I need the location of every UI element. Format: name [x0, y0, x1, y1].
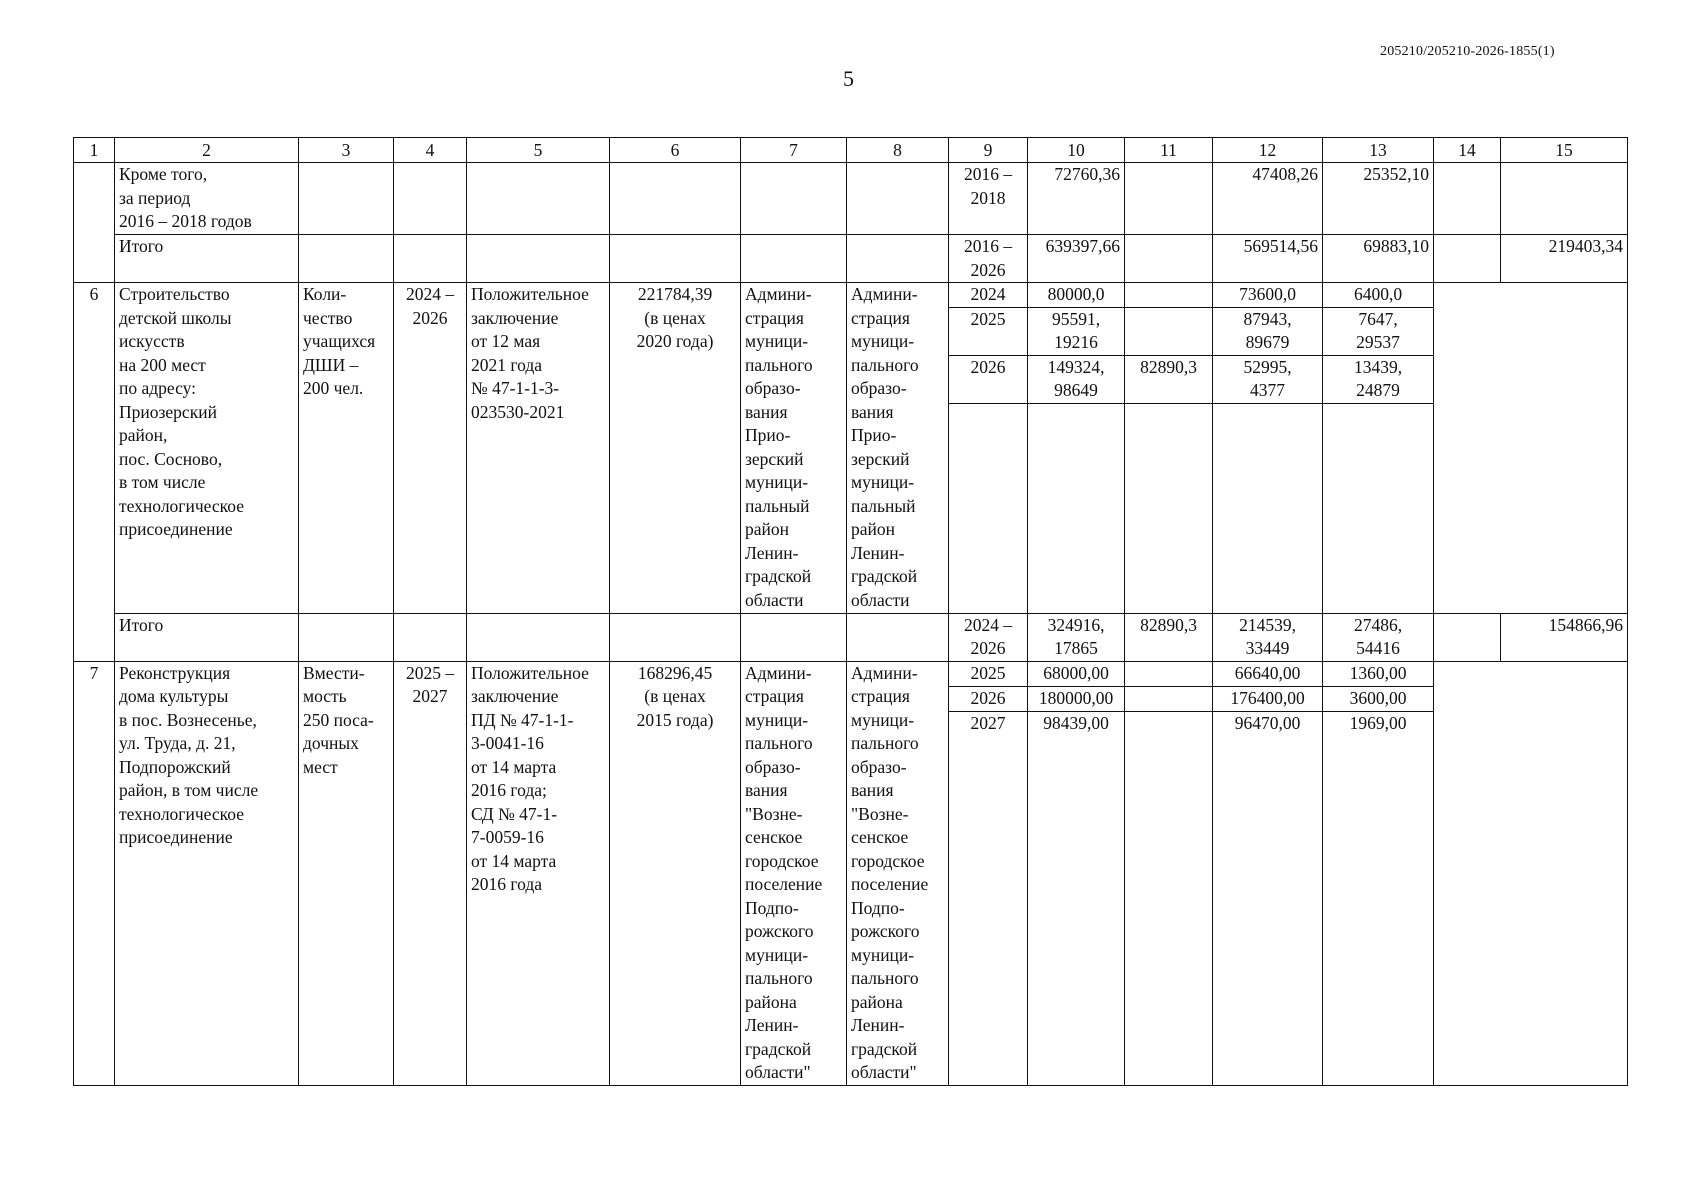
empty-cell	[1125, 686, 1213, 711]
empty-cell	[1213, 736, 1323, 1085]
empty-cell	[1434, 235, 1501, 283]
empty-cell	[847, 163, 949, 235]
cost-cell: 221784,39 (в ценах 2020 года)	[610, 283, 741, 614]
empty-cell	[1323, 403, 1434, 613]
year-cell: 2024	[949, 283, 1028, 308]
total-label: Итого	[115, 235, 299, 283]
col13-cell: 7647, 29537	[1323, 307, 1434, 355]
col12-cell: 87943, 89679	[1213, 307, 1323, 355]
empty-cell	[741, 163, 847, 235]
total-label: Итого	[115, 613, 299, 661]
header-row	[74, 138, 1628, 163]
empty-cell	[394, 235, 467, 283]
empty-cell	[1125, 711, 1213, 736]
col13-cell: 13439, 24879	[1323, 355, 1434, 403]
header-cell: 3	[299, 138, 394, 163]
builder-cell: Админи- страция муници- пального образо- вания Прио- зерский муници- пальный район Ленин- градской области	[847, 283, 949, 614]
year-cell: 2025	[949, 307, 1028, 355]
empty-cell	[949, 736, 1028, 1085]
row-number-cell: 7	[74, 661, 115, 1085]
empty-cell	[610, 613, 741, 661]
header-cell: 2	[115, 138, 299, 163]
item-name: Реконструкция дома культуры в пос. Вознесенье, ул. Труда, д. 21, Подпорожский район, в том числе технологическое присоединение	[115, 661, 299, 1085]
empty-cell	[1028, 736, 1125, 1085]
table-row-item6-2024	[74, 283, 1628, 308]
row-number-cell: 6	[74, 283, 115, 662]
col15-cell: 219403,34	[1501, 235, 1628, 283]
col15-cell: 154866,96	[1501, 613, 1628, 661]
header-cell: 12	[1213, 138, 1323, 163]
empty-cell	[1434, 283, 1628, 614]
col10-cell: 149324, 98649	[1028, 355, 1125, 403]
year-cell: 2025	[949, 661, 1028, 686]
empty-cell	[741, 613, 847, 661]
year-cell: 2027	[949, 711, 1028, 736]
year-cell: 2026	[949, 686, 1028, 711]
col13-cell: 6400,0	[1323, 283, 1434, 308]
empty-cell	[1125, 403, 1213, 613]
col12-cell: 176400,00	[1213, 686, 1323, 711]
table-row-total	[74, 235, 1628, 283]
col10-cell: 72760,36	[1028, 163, 1125, 235]
col11-cell: 82890,3	[1125, 355, 1213, 403]
empty-cell	[847, 613, 949, 661]
col13-cell: 3600,00	[1323, 686, 1434, 711]
empty-cell	[1125, 307, 1213, 355]
period-cell: 2016 – 2018	[949, 163, 1028, 235]
document-id: 205210/205210-2026-1855(1)	[1380, 44, 1555, 59]
col10-cell: 324916, 17865	[1028, 613, 1125, 661]
col13-cell: 25352,10	[1323, 163, 1434, 235]
col10-cell: 98439,00	[1028, 711, 1125, 736]
col13-cell: 1969,00	[1323, 711, 1434, 736]
empty-cell	[610, 163, 741, 235]
empty-cell	[1434, 163, 1501, 235]
col12-cell: 47408,26	[1213, 163, 1323, 235]
empty-cell	[1501, 163, 1628, 235]
empty-cell	[610, 235, 741, 283]
header-cell: 11	[1125, 138, 1213, 163]
empty-cell	[949, 403, 1028, 613]
col12-cell: 66640,00	[1213, 661, 1323, 686]
table-row-item7-2025	[74, 661, 1628, 686]
header-cell: 10	[1028, 138, 1125, 163]
header-cell: 13	[1323, 138, 1434, 163]
empty-cell	[1125, 235, 1213, 283]
header-cell: 1	[74, 138, 115, 163]
years-cell: 2024 – 2026	[394, 283, 467, 614]
year-cell: 2026	[949, 355, 1028, 403]
empty-cell	[1125, 661, 1213, 686]
capacity-cell: Вмести- мость 250 поса- дочных мест	[299, 661, 394, 1085]
col10-cell: 180000,00	[1028, 686, 1125, 711]
header-cell: 7	[741, 138, 847, 163]
empty-cell	[299, 613, 394, 661]
empty-cell	[394, 163, 467, 235]
header-cell: 5	[467, 138, 610, 163]
builder-cell: Админи- страция муници- пального образо- вания "Возне- сенское городское поселение Подпо- рожского муници- пального района Ленин- градской области"	[847, 661, 949, 1085]
row-number-cell	[74, 163, 115, 283]
header-cell: 9	[949, 138, 1028, 163]
header-cell: 15	[1501, 138, 1628, 163]
col10-cell: 639397,66	[1028, 235, 1125, 283]
table-row-moreover	[74, 163, 1628, 235]
empty-cell	[847, 235, 949, 283]
period-cell: 2024 – 2026	[949, 613, 1028, 661]
col13-cell: 1360,00	[1323, 661, 1434, 686]
capacity-cell: Коли- чество учащихся ДШИ – 200 чел.	[299, 283, 394, 614]
item-name: Строительство детской школы искусств на 200 мест по адресу: Приозерский район, пос. Сосново, в том числе технологическое присоединение	[115, 283, 299, 614]
empty-cell	[1125, 163, 1213, 235]
empty-cell	[1434, 661, 1628, 1085]
empty-cell	[467, 163, 610, 235]
col13-cell: 27486, 54416	[1323, 613, 1434, 661]
empty-cell	[1028, 403, 1125, 613]
customer-cell: Админи- страция муници- пального образо- вания Прио- зерский муници- пальный район Ленин- градской области	[741, 283, 847, 614]
header-cell: 14	[1434, 138, 1501, 163]
empty-cell	[299, 163, 394, 235]
empty-cell	[1125, 736, 1213, 1085]
years-cell: 2025 – 2027	[394, 661, 467, 1085]
empty-cell	[741, 235, 847, 283]
empty-cell	[1213, 403, 1323, 613]
cost-cell: 168296,45 (в ценах 2015 года)	[610, 661, 741, 1085]
header-cell: 4	[394, 138, 467, 163]
col10-cell: 80000,0	[1028, 283, 1125, 308]
col12-cell: 214539, 33449	[1213, 613, 1323, 661]
page-number: 5	[843, 66, 854, 91]
col12-cell: 96470,00	[1213, 711, 1323, 736]
moreover-label: Кроме того, за период 2016 – 2018 годов	[115, 163, 299, 235]
conclusion-cell: Положительное заключение от 12 мая 2021 года № 47-1-1-3- 023530-2021	[467, 283, 610, 614]
empty-cell	[467, 235, 610, 283]
empty-cell	[394, 613, 467, 661]
empty-cell	[1434, 613, 1501, 661]
col12-cell: 73600,0	[1213, 283, 1323, 308]
investment-table	[73, 137, 1628, 1086]
col10-cell: 95591, 19216	[1028, 307, 1125, 355]
col13-cell: 69883,10	[1323, 235, 1434, 283]
table-row-total	[74, 613, 1628, 661]
empty-cell	[1125, 283, 1213, 308]
conclusion-cell: Положительное заключение ПД № 47-1-1- 3-0041-16 от 14 марта 2016 года; СД № 47-1- 7-0059-16 от 14 марта 2016 года	[467, 661, 610, 1085]
col12-cell: 569514,56	[1213, 235, 1323, 283]
col11-cell: 82890,3	[1125, 613, 1213, 661]
col10-cell: 68000,00	[1028, 661, 1125, 686]
header-cell: 8	[847, 138, 949, 163]
col12-cell: 52995, 4377	[1213, 355, 1323, 403]
empty-cell	[1323, 736, 1434, 1085]
customer-cell: Админи- страция муници- пального образо- вания "Возне- сенское городское поселение Подпо- рожского муници- пального района Ленин- градской области"	[741, 661, 847, 1085]
empty-cell	[467, 613, 610, 661]
empty-cell	[299, 235, 394, 283]
header-cell: 6	[610, 138, 741, 163]
period-cell: 2016 – 2026	[949, 235, 1028, 283]
